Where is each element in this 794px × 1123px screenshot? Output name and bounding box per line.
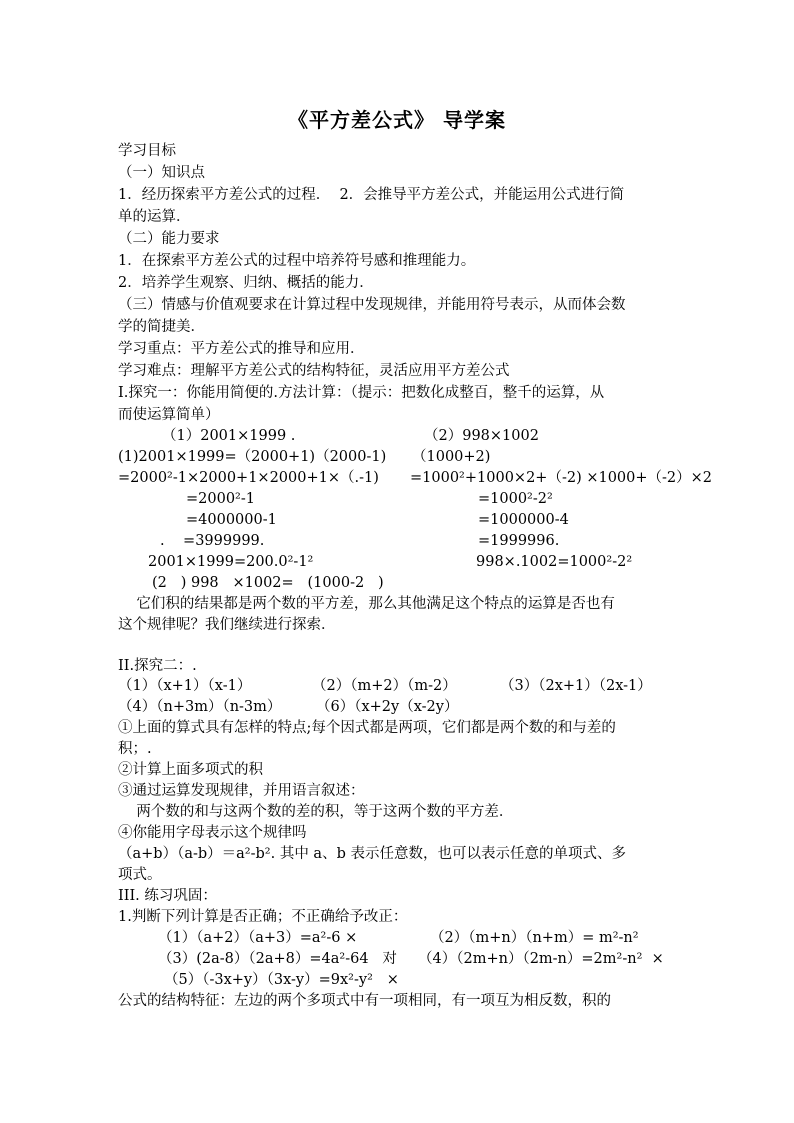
text-line: I.探究一：你能用简便的.方法计算：（提示：把数化成整百，整千的运算，从 <box>118 385 605 401</box>
text-line: 这个规律呢？我们继续进行探索． <box>118 617 336 633</box>
math-line: （2）（m+n）（n+m）= m²-n² <box>430 930 639 946</box>
math-line: （5）（-3x+y）（3x-y）=9x²-y² × <box>164 972 399 988</box>
math-line: （2）998×1002 <box>424 428 539 444</box>
text-line: 两个数的和与这两个数的差的积，等于这两个数的平方差． <box>118 804 514 820</box>
text-line: 积；. <box>118 741 152 757</box>
math-line: （6）（x+2y（x-2y） <box>316 699 459 715</box>
text-line: （二）能力要求 <box>118 231 220 247</box>
text-line: ①上面的算式具有怎样的特点;每个因式都是两项，它们都是两个数的和与差的 <box>118 720 616 736</box>
text-line: 公式的结构特征：左边的两个多项式中有一项相同，有一项互为相反数，积的 <box>118 993 611 1009</box>
math-line: . =3999999. <box>160 533 265 549</box>
text-line: ④你能用字母表示这个规律吗 <box>118 825 307 841</box>
math-line: （1000+2) <box>412 449 491 465</box>
math-line: （4）（n+3m）（n-3m） <box>118 699 282 715</box>
text-line: III. 练习巩固： <box>118 888 217 904</box>
text-line: 学习重点：平方差公式的推导和应用． <box>118 341 365 357</box>
math-line: =1000000-4 <box>478 512 569 528</box>
math-line: =1999996. <box>478 533 560 549</box>
math-line: 998×.1002=1000²-2² <box>476 554 633 570</box>
text-line: （一）知识点 <box>118 165 205 181</box>
text-line: 学习目标 <box>118 143 176 159</box>
text-line: 项式。 <box>118 867 162 883</box>
text-line: （三）情感与价值观要求在计算过程中发现规律，并能用符号表示，从而体会数 <box>118 297 626 313</box>
math-line: 2001×1999=200.0²-1² <box>148 554 314 570</box>
text-line: 学习难点：理解平方差公式的结构特征，灵活应用平方差公式 <box>118 363 510 379</box>
text-line: 1．经历探索平方差公式的过程． 2．会推导平方差公式，并能运用公式进行简 <box>118 187 625 203</box>
text-line: 它们积的结果都是两个数的平方差，那么其他满足这个特点的运算是否也有 <box>118 596 615 612</box>
math-line: =1000²-2² <box>478 491 553 507</box>
math-line: （4）（2m+n）（2m-n）=2m²-n² × <box>418 951 664 967</box>
math-line: =1000²+1000×2+（-2) ×1000+（-2）×2 <box>410 470 713 486</box>
math-line: =4000000-1 <box>186 512 277 528</box>
math-line: （3）(2a-8）（2a+8）=4a²-64 对 <box>158 951 397 967</box>
math-line: （3）（2x+1）（2x-1） <box>500 678 652 694</box>
math-line: （1）（a+2）（a+3）=a²-6 × <box>158 930 358 946</box>
text-line: 2．培养学生观察、归纳、概括的能力． <box>118 275 374 291</box>
math-line: （1）（x+1）（x-1） <box>118 678 252 694</box>
text-line: 1.判断下列计算是否正确；不正确给予改正： <box>118 909 408 925</box>
text-line: （a+b）（a-b）＝a²-b². 其中 a、b 表示任意数，也可以表示任意的单项式、多 <box>118 846 626 862</box>
text-line: 单的运算． <box>118 209 191 225</box>
text-line: ③通过运算发现规律，并用语言叙述： <box>118 783 365 799</box>
text-line: 学的简捷美． <box>118 319 205 335</box>
math-line: （1）2001×1999 . <box>162 428 296 444</box>
math-line: (1)2001×1999=（2000+1)（2000-1) <box>118 449 387 465</box>
math-line: （2）（m+2）（m-2） <box>312 678 457 694</box>
text-line: 1．在探索平方差公式的过程中培养符号感和推理能力。 <box>118 253 476 269</box>
math-line: =2000²-1 <box>186 491 255 507</box>
text-line: II.探究二：. <box>118 658 197 674</box>
math-line: (2 ) 998 ×1002= (1000-2 ) <box>152 575 384 591</box>
document-title: 《平方差公式》 导学案 <box>288 108 506 132</box>
math-line: =2000²-1×2000+1×2000+1×（.-1) <box>118 470 379 486</box>
text-line: 而使运算简单） <box>118 407 220 423</box>
text-line: ②计算上面多项式的积 <box>118 762 263 778</box>
